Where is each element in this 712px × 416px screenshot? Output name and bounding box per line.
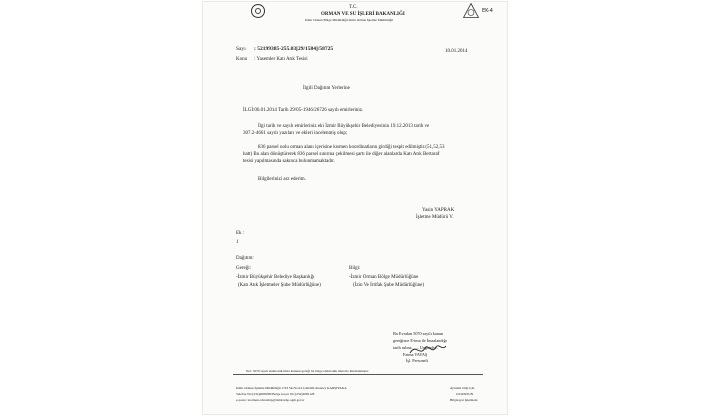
corner-note: EK-4 (482, 8, 493, 14)
geregi-line-1: -İzmir Büyükşehir Belediye Başkanlığı (236, 275, 315, 280)
footer-notice: Not: 5070 sayılı elektronik imza kanunu gereği bu belge elektronik imza ile imzalanmıştır. (246, 369, 369, 373)
ilgi-reference: İLGİ:06.01.2014 Tarih 29/05-1946/26726 sayılı emirleriniz. (243, 108, 364, 113)
signer-title: İşletme Müdürü V. (416, 215, 454, 220)
signer-name: Yasin YAPRAK (422, 208, 455, 213)
footer-address-2: Telefon No:(232)4695089 Belge Geçer No:(232)4695128 (236, 392, 315, 396)
bilgi-line-2: (İzin Ve İrtifak Şube Müdürlüğüne) (353, 283, 425, 288)
paragraph-1-line-2: 307.2-4661 sayılı yazıları ve ekleri incelenmiş olup; (243, 131, 348, 136)
addressee: İlgili Dağıtım Yerlerine (303, 86, 350, 91)
sayi-label: Sayı (236, 46, 246, 52)
footer-contact-1: Ayrıntılı bilgi için (450, 386, 475, 390)
header-ministry: ORMAN VE SU İŞLERİ BAKANLIĞI (321, 12, 405, 17)
attachment-value: 1 (236, 240, 239, 245)
stamp-line-1: Bu Evrakın 5070 sayılı kanun (393, 331, 444, 336)
geregi-line-2: (Katı Atık İşletmeler Şube Müdürlüğüne) (238, 283, 321, 288)
footer-address-1: İzmir Orman İşletme Müdürlüğü 1743 Sk.No:24 Çamdibi Alsancy KARŞIYAKA (236, 386, 347, 390)
footer-contact-3: Bilgisayar İşletmeni (450, 398, 478, 402)
geregi-label: Gereği: (236, 266, 251, 271)
ministry-emblem-icon (251, 4, 265, 18)
stamp-line-4: Fatma YAVAŞ (403, 352, 428, 357)
header-country: T.C. (349, 5, 358, 10)
paragraph-2-line-3: tesisi yapılmasında sakınca bulunmamaktadır. (243, 159, 335, 164)
paragraph-2-line-2: hatt) Bu alan dönüştürerek 836 parsel sınırına çekilmesi şartı ile diğer alanlarda Katı Atık Bertaraf (243, 152, 440, 157)
distribution-title: Dağıtım: (236, 256, 254, 261)
attachment-label: Ek : (236, 231, 245, 236)
konu-label: Konu (236, 57, 248, 62)
footer-address-3: e-posta: izorman advesthtp@izmirorhp.ogm.gov.tr (236, 398, 305, 402)
header-subunit: İzmir Orman Bölge Müdürlüğü İzmir Orman İşletme Müdürlüğü (305, 18, 394, 22)
paragraph-2-line-1: 836 parsel nolu orman alanı içerisine kısmen koordinatların girdiği tespit edilmiştir.(51,52,53 (258, 145, 445, 150)
sayi-value: : 52199385-255.03[29/1584]/58725 (254, 46, 334, 52)
footer-contact-2: O.DURSUN (456, 392, 474, 396)
stamp-line-2: gereğince E-ima ile İmzalandığı (393, 338, 447, 343)
stamp-line-3: tarih aslına ...... Uygundur. (393, 345, 438, 350)
paragraph-1-line-1: İlgi tarih ve sayılı emirleriniz eki İzmir Büyükşehir Belediyesinin 19.12.2013 tarih ve (258, 124, 430, 129)
bilgi-label: Bilgi: (349, 266, 361, 271)
stamp-signature-icon (408, 341, 448, 359)
document-page (203, 2, 507, 414)
bilgi-line-1: -İzmir Orman Bölge Müdürlüğüne (349, 275, 419, 280)
document-date: 10.01.2014 (445, 49, 468, 54)
certification-badge-icon (463, 3, 479, 18)
closing-line: Bilgilerinizi arz ederim. (258, 177, 306, 182)
konu-value: : Yasemler Katı Atık Tesisi (254, 57, 308, 62)
stamp-line-5: İşl. Personeli (406, 358, 428, 363)
footer-divider (233, 374, 483, 375)
